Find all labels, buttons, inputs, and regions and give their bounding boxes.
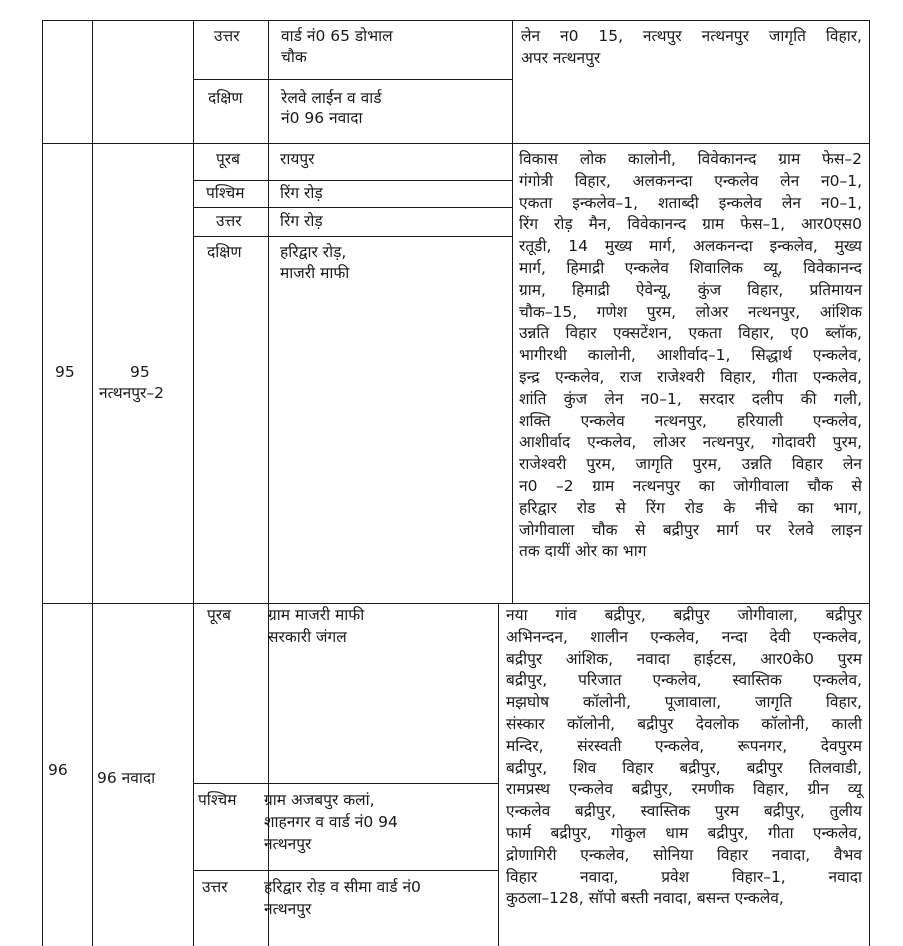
- row-separator: [42, 143, 870, 144]
- direction-separator: [193, 180, 513, 181]
- direction-label: पश्चिम: [198, 791, 237, 809]
- description-line: द्रोणागिरी एन्कलेव, सोनिया विहार नवादा, वैभव: [506, 845, 862, 864]
- boundary-text: रिंग रोड़: [280, 212, 323, 230]
- direction-separator: [193, 79, 513, 80]
- description-line: रतूडी, 14 मुख्य मार्ग, अलकनन्दा इन्कलेव, मुख्य: [519, 237, 862, 256]
- description-line: शांति कुंज लेन न0–1, सरदार दलीप की गली,: [519, 389, 862, 408]
- ward-number: 95: [130, 363, 150, 381]
- boundary-text: रिंग रोड़: [280, 184, 323, 202]
- boundary-text: चौक: [281, 48, 307, 66]
- boundary-text: रेलवे लाईन व वार्ड: [281, 89, 382, 107]
- boundary-text: रायपुर: [280, 150, 315, 168]
- table-top-border: [42, 20, 870, 21]
- description-line: उन्नति विहार एक्सटेंशन, एकता विहार, ए0 ब्लॉक,: [519, 324, 862, 343]
- direction-separator: [193, 783, 499, 784]
- description-line: अभिनन्दन, शालीन एन्कलेव, नन्दा देवी एन्कलेव,: [506, 627, 862, 646]
- boundary-text: नत्थनपुर: [264, 900, 312, 918]
- description-line: तक दायीं ओर का भाग: [519, 542, 647, 561]
- description-line: भागीरथी कालोनी, आशीर्वाद–1, सिद्धार्थ एन्कलेव,: [519, 346, 862, 365]
- boundary-text: हरिद्वार रोड़,: [280, 243, 347, 261]
- row-separator: [42, 603, 870, 604]
- locality-description: [521, 26, 862, 70]
- description-line: हरिद्वार रोड से रिंग रोड के नीचे का भाग,: [519, 498, 862, 517]
- description-line: कुठला–128, सॉपो बस्ती नवादा, बसन्त एन्कलेव,: [506, 889, 784, 908]
- description-line: विहार नवादा, प्रवेश विहार–1, नवादा: [506, 867, 862, 886]
- boundary-text: माजरी माफी: [280, 264, 350, 282]
- table-left-border: [42, 20, 43, 946]
- direction-label: उत्तर: [216, 212, 242, 230]
- boundary-column-divider: [498, 603, 499, 946]
- serial-number: 96: [48, 761, 68, 779]
- direction-label: उत्तर: [202, 878, 228, 896]
- direction-separator: [193, 236, 513, 237]
- description-line: आशीर्वाद एन्कलेव, लोअर नत्थनपुर, गोदावरी पुरम,: [519, 433, 862, 452]
- boundary-text: ग्राम अजबपुर कलां,: [264, 791, 375, 809]
- description-line: ग्राम, हिमाद्री ऐवेन्यू, कुंज विहार, प्रतिमायन: [519, 280, 862, 299]
- ward-name: नत्थनपुर–2: [99, 384, 164, 402]
- description-line: रामप्रस्थ एन्कलेव बद्रीपुर, रमणीक विहार, ग्रीन व्यू: [506, 780, 862, 799]
- description-line: गंगोत्री विहार, अलकनन्दा एन्कलेव लेन न0–1,: [519, 171, 862, 190]
- boundary-text: शाहनगर व वार्ड नं0 94: [264, 813, 398, 831]
- description-line: राजेश्वरी पुरम, जागृति पुरम, उन्नति विहार लेन: [519, 455, 862, 474]
- ward-column-divider: [193, 20, 194, 946]
- description-line: एन्कलेव बद्रीपुर, स्वास्तिक पुरम बद्रीपुर, तुलीय: [506, 802, 862, 821]
- description-line: शक्ति एन्कलेव नत्थनपुर, हरियाली एन्कलेव,: [519, 411, 862, 430]
- description-line: एकता इन्कलेव–1, शताब्दी इन्कलेव लेन न0–1,: [519, 193, 862, 212]
- direction-label: उत्तर: [214, 27, 240, 45]
- description-line: विकास लोक कालोनी, विवेकानन्द ग्राम फेस–2: [519, 150, 862, 168]
- boundary-text: ग्राम माजरी माफी: [268, 606, 365, 624]
- direction-separator: [193, 870, 499, 871]
- locality-description: [519, 149, 862, 563]
- direction-label: पूरब: [207, 606, 231, 624]
- serial-number: 95: [55, 363, 75, 381]
- description-line: नया गांव बद्रीपुर, बद्रीपुर जोगीवाला, बद्रीपुर: [506, 606, 862, 624]
- serial-column-divider: [92, 20, 93, 946]
- ward-name: 96 नवादा: [97, 769, 156, 787]
- direction-label: पूरब: [216, 150, 240, 168]
- description-line: संस्कार कॉलोनी, बद्रीपुर देवलोक कॉलोनी, काली: [506, 714, 862, 733]
- description-line: इन्द्र एन्कलेव, राज राजेश्वरी विहार, गीता एन्कलेव,: [519, 367, 862, 386]
- direction-label: दक्षिण: [207, 243, 242, 261]
- locality-description: [506, 605, 862, 910]
- table-right-border: [869, 20, 870, 946]
- description-line: मार्ग, हिमाद्री एन्कलेव शिवालिक व्यू, विवेकानन्द: [519, 258, 862, 277]
- boundary-text: हरिद्वार रोड़ व सीमा वार्ड नं0: [264, 878, 421, 896]
- description-line: न0 –2 ग्राम नत्थनपुर का जोगीवाला चौक से: [519, 476, 862, 495]
- description-line: बद्रीपुर, परिजात एन्कलेव, स्वास्तिक एन्कलेव,: [506, 671, 862, 690]
- boundary-text: सरकारी जंगल: [268, 628, 347, 646]
- boundary-text: नं0 96 नवादा: [281, 109, 363, 127]
- description-line: बद्रीपुर, शिव विहार बद्रीपुर, बद्रीपुर तिलवाडी,: [506, 758, 862, 777]
- description-line: अपर नत्थनपुर: [521, 48, 601, 67]
- description-line: मन्दिर, संरस्वती एन्कलेव, रूपनगर, देवपुरम: [506, 736, 862, 755]
- description-line: लेन न0 15, नत्थपुर नत्थनपुर जागृति विहार,: [521, 27, 862, 45]
- direction-label: पश्चिम: [206, 184, 245, 202]
- description-line: फार्म बद्रीपुर, गोकुल धाम बद्रीपुर, गीता एन्कलेव,: [506, 823, 862, 842]
- boundary-text: नत्थनपुर: [264, 835, 312, 853]
- description-line: रिंग रोड़ मैन, विवेकानन्द ग्राम फेस–1, आर0एस0: [519, 215, 862, 234]
- description-line: मझघोष कॉलोनी, पूजावाला, जागृति विहार,: [506, 693, 862, 712]
- description-line: जोगीवाला चौक से बद्रीपुर मार्ग पर रेलवे लाइन: [519, 520, 862, 539]
- description-line: चौक–15, गणेश पुरम, लोअर नत्थनपुर, आंशिक: [519, 302, 862, 321]
- boundary-column-divider: [512, 20, 513, 603]
- description-line: बद्रीपुर आंशिक, नवादा हाईटस, आर0के0 पुरम: [506, 649, 862, 668]
- boundary-text: वार्ड नं0 65 डोभाल: [281, 27, 393, 45]
- direction-label: दक्षिण: [208, 89, 243, 107]
- direction-separator: [193, 207, 513, 208]
